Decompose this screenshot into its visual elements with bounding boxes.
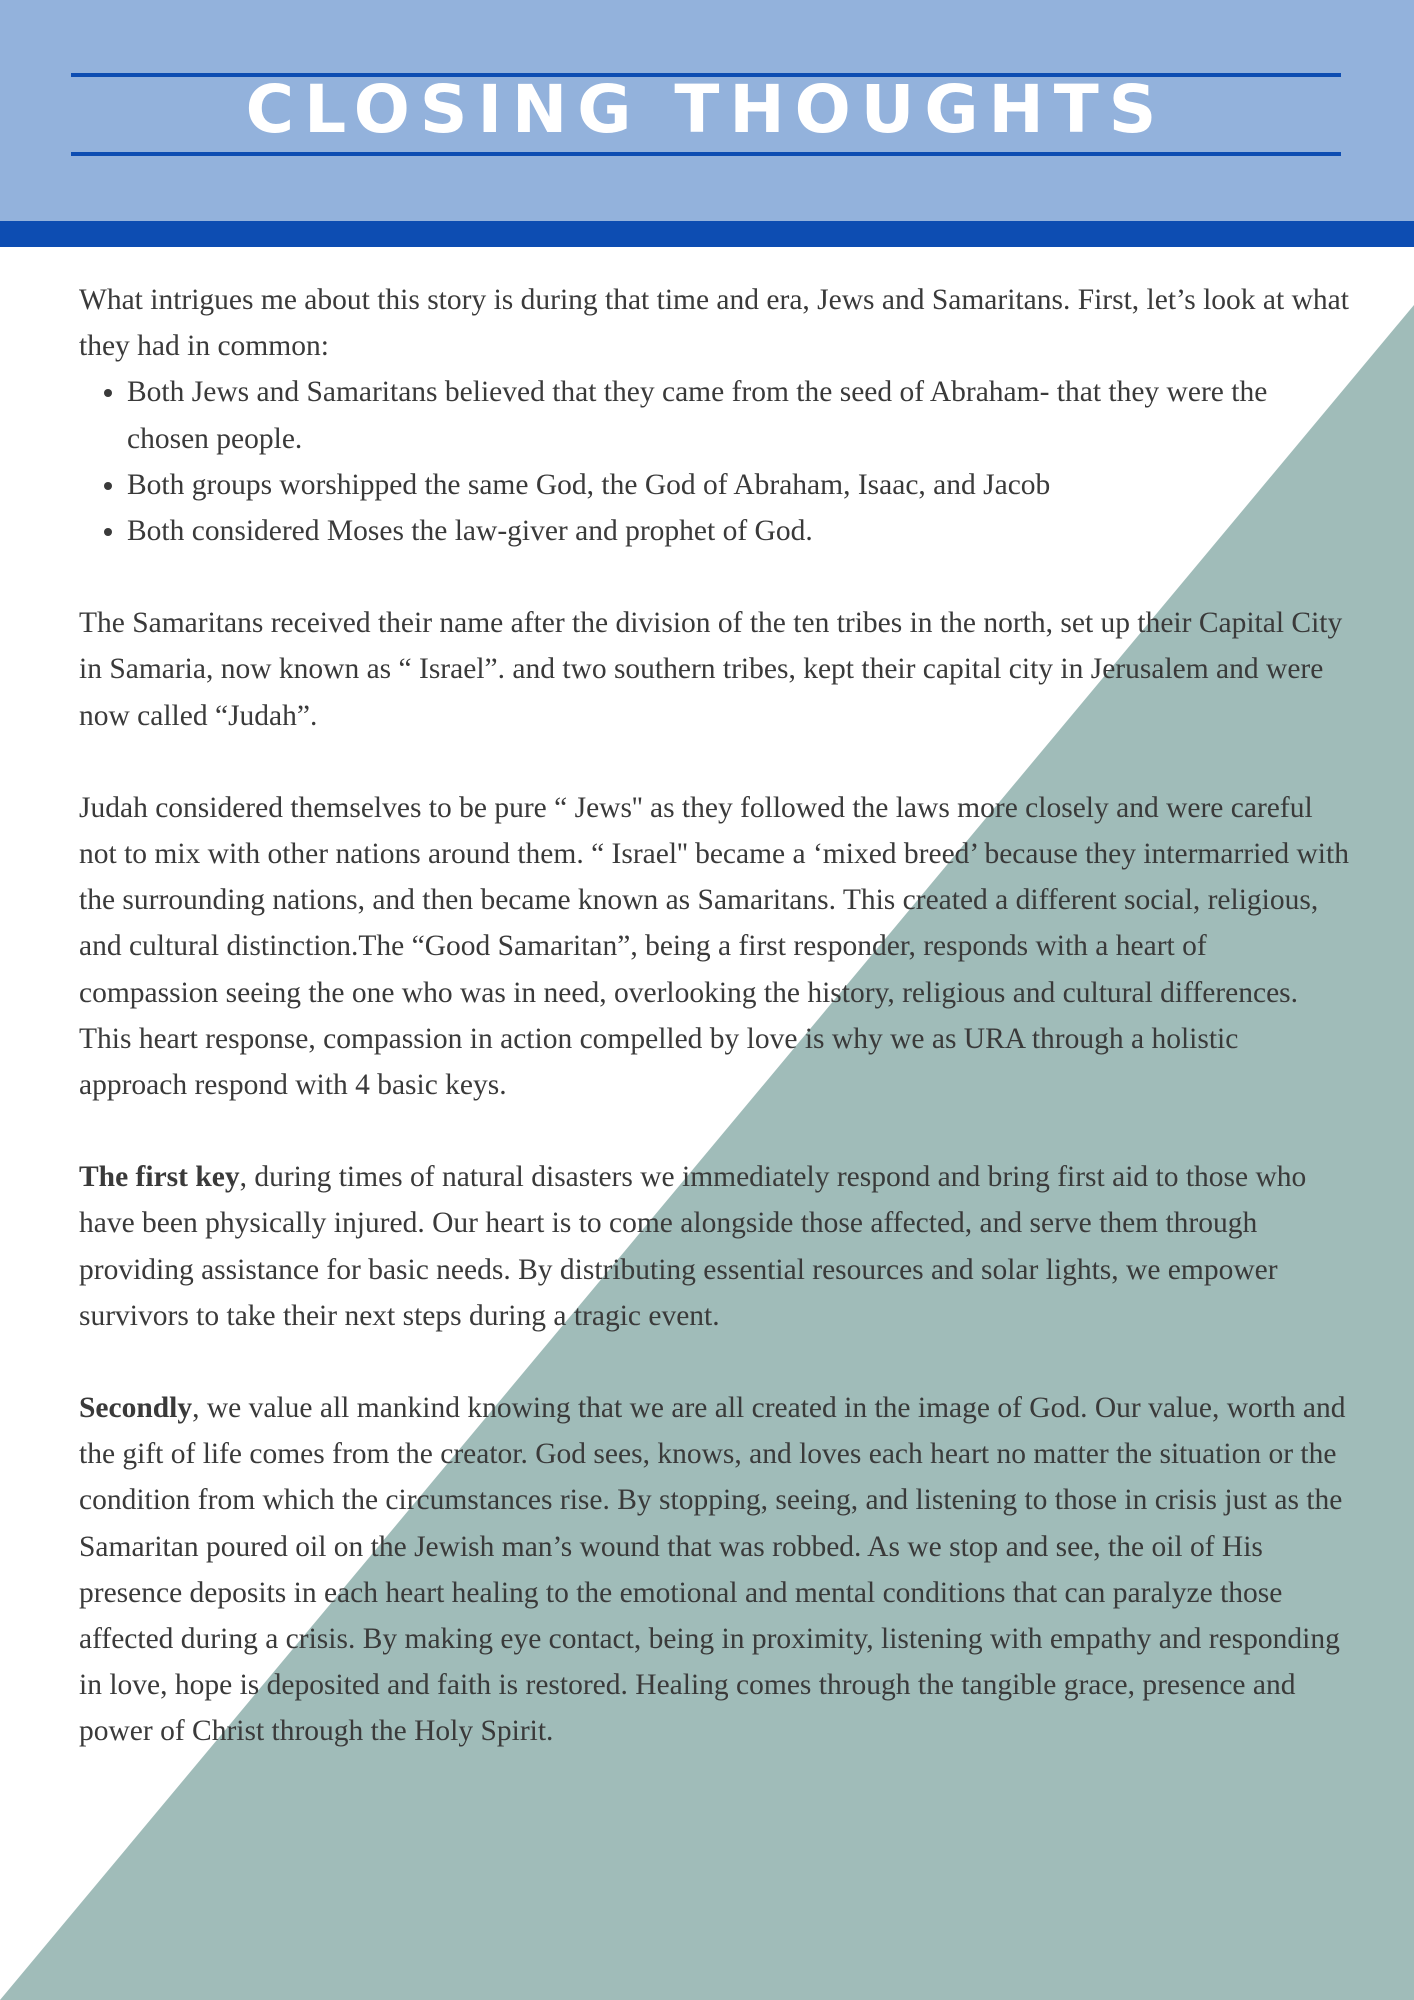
first-key-text: , during times of natural disasters we immediately respond and bring first aid to those who have been physically injured. Our heart is to come alongside those affected, and serve them through providing assistance for basic needs. By distributing essential resources and solar lights, we empower survivors to take their next steps during a tragic event. <box>79 1161 1307 1332</box>
paragraph-gap <box>79 554 1349 600</box>
first-key-paragraph <box>79 1154 1349 1339</box>
first-key-lead: The first key <box>79 1161 240 1194</box>
second-key-text: , we value all mankind knowing that we are all created in the image of God. Our value, worth and the gift of life comes from the creator. God sees, knows, and loves each heart no matter the situation or the condition from which the circumstances rise. By stopping, seeing, and listening to those in crisis just as the Samaritan poured oil on the Jewish man’s wound that was robbed. As we stop and see, the oil of His presence deposits in each heart healing to the emotional and mental conditions that can paralyze those affected during a crisis. By making eye contact, being in proximity, listening with empathy and responding in love, hope is deposited and faith is restored. Healing comes through the tangible grace, presence and power of Christ through the Holy Spirit. <box>79 1392 1346 1748</box>
common-beliefs-list <box>79 369 1349 554</box>
article-body <box>79 277 1349 1755</box>
list-item: • Both considered Moses the law-giver and prophet of God. <box>127 508 1349 554</box>
header-accent-stripe <box>0 221 1414 247</box>
second-key-paragraph <box>79 1385 1349 1755</box>
paragraph-gap <box>79 1339 1349 1385</box>
paragraph-gap <box>79 739 1349 785</box>
list-item: • Both Jews and Samaritans believed that they came from the seed of Abraham- that they were the chosen people. <box>127 369 1349 461</box>
title-rule-bottom <box>71 152 1341 156</box>
page-title: CLOSING THOUGHTS <box>245 71 1167 148</box>
paragraph-gap <box>79 1108 1349 1154</box>
second-key-lead: Secondly <box>79 1392 193 1425</box>
samaritans-origin-paragraph: The Samaritans received their name after the division of the ten tribes in the north, set up their Capital City in Samaria, now known as “ Israel”. and two southern tribes, kept their capital city in Jerusalem and were now called “Judah”. <box>79 607 1343 732</box>
list-item: • Both groups worshipped the same God, the God of Abraham, Isaac, and Jacob <box>127 462 1349 508</box>
judah-paragraph: Judah considered themselves to be pure “ Jews'' as they followed the laws more closely and were careful not to mix with other nations around them. “ Israel'' became a ‘mixed breed’ because they intermarried with the surrounding nations, and then became known as Samaritans. This created a different social, religious, and cultural distinction.The “Good Samaritan”, being a first responder, responds with a heart of compassion seeing the one who was in need, overlooking the history, religious and cultural differences. This heart response, compassion in action compelled by love is why we as URA through a holistic approach respond with 4 basic keys. <box>79 791 1349 1102</box>
header-banner <box>0 0 1414 221</box>
intro-paragraph: What intrigues me about this story is during that time and era, Jews and Samaritans. First, let’s look at what they had in common: <box>79 284 1349 363</box>
